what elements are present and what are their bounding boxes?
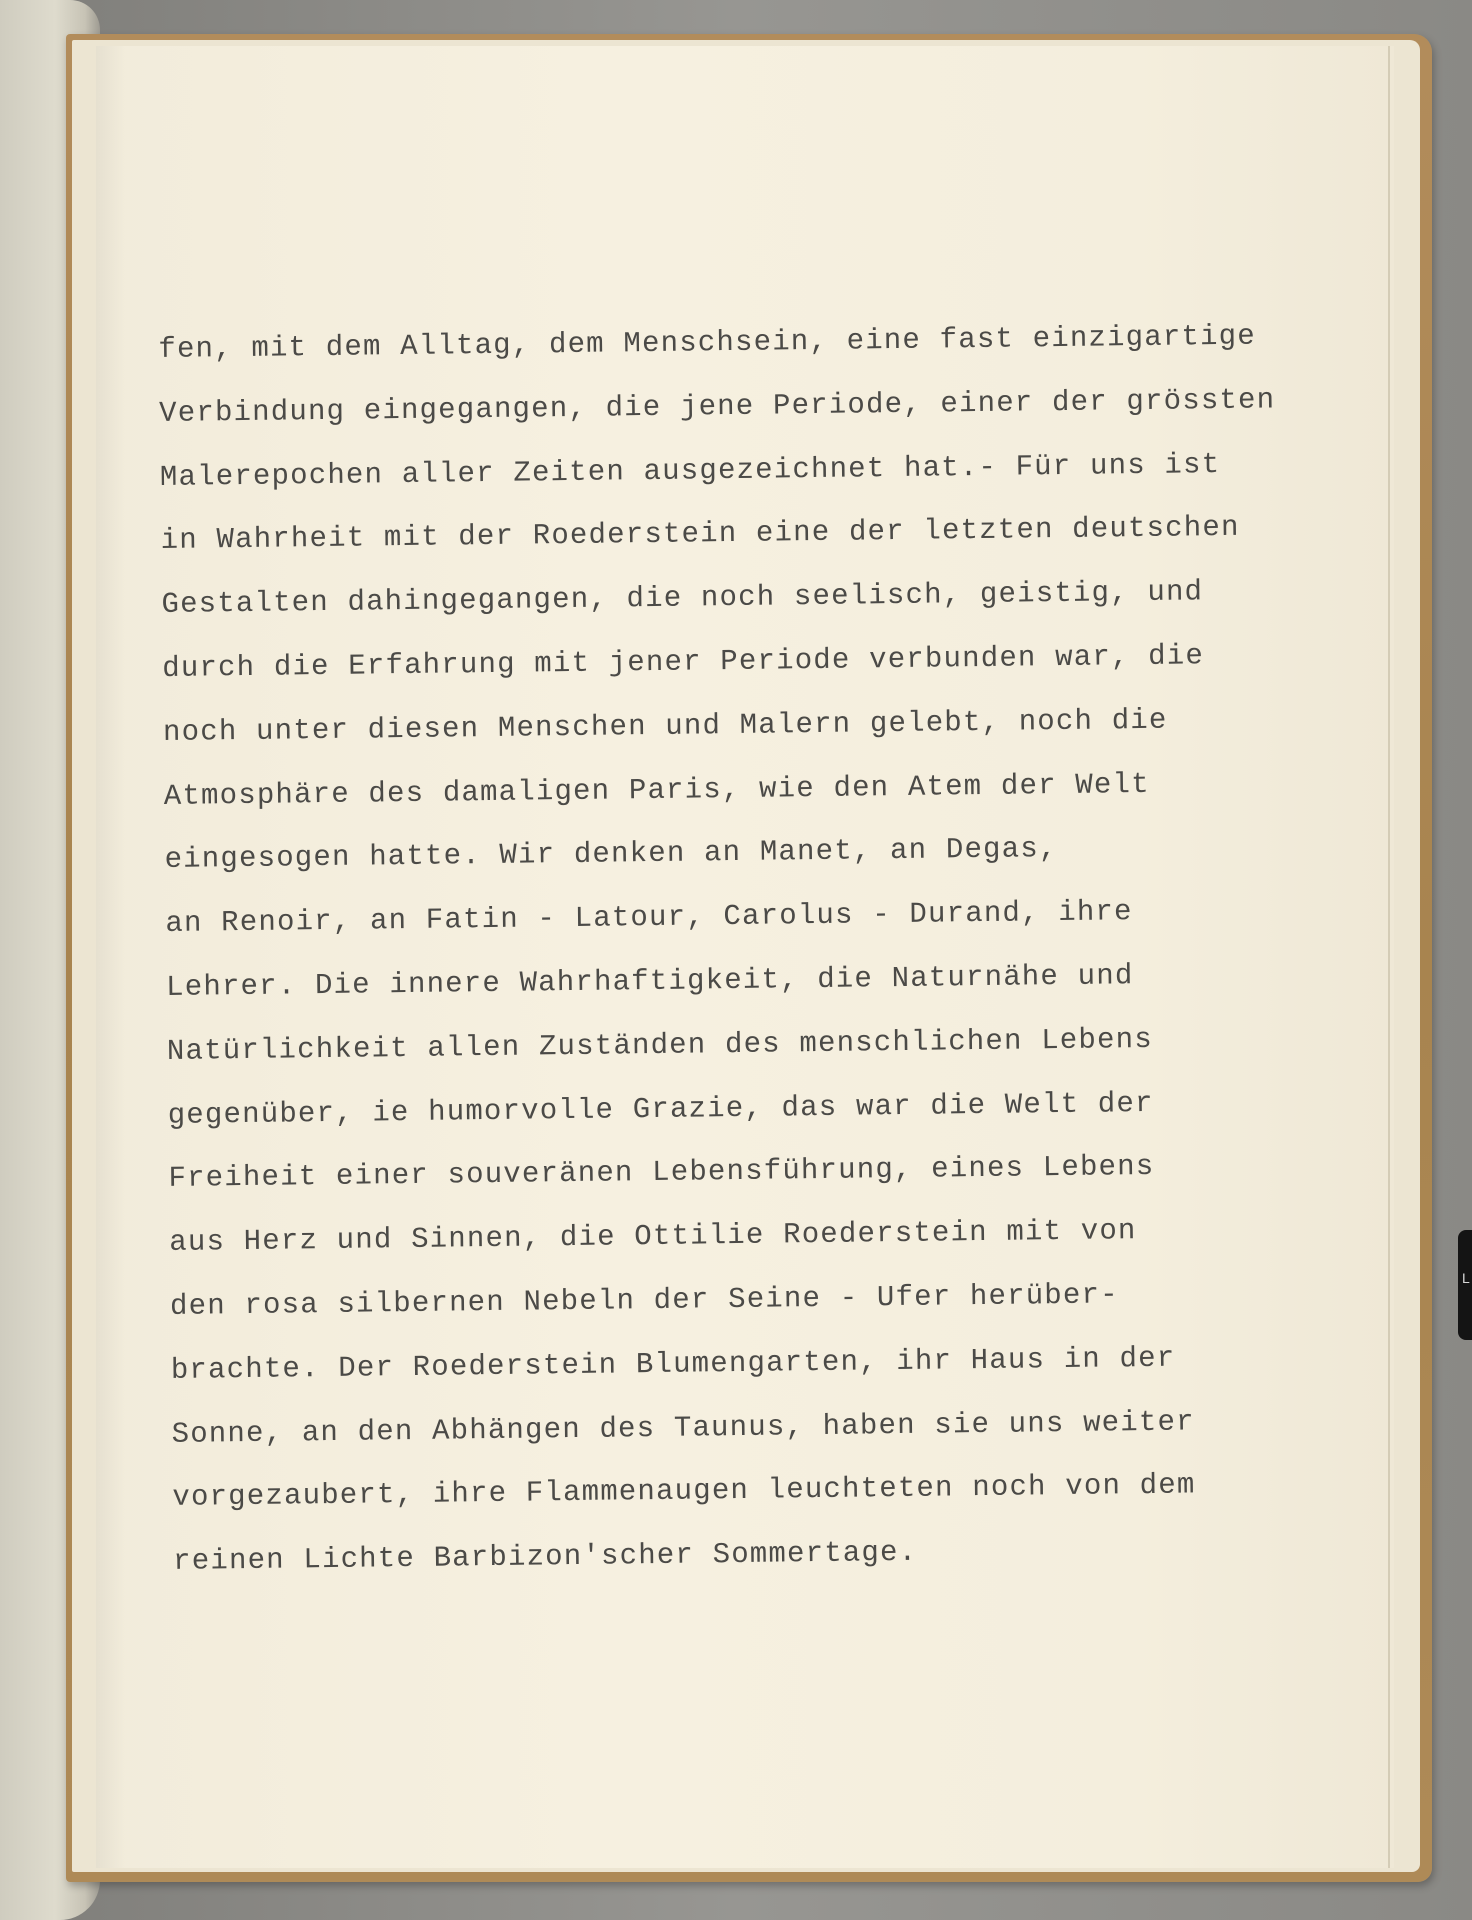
text-line: gegenüber, ie humorvolle Grazie, das war die Welt der <box>167 1086 1154 1132</box>
text-line: Freiheit einer souveränen Lebensführung, eines Lebens <box>168 1150 1155 1196</box>
text-line: noch unter diesen Menschen und Malern gelebt, noch die <box>162 703 1168 749</box>
text-line: Lehrer. Die innere Wahrhaftigkeit, die Naturnähe und <box>165 959 1134 1004</box>
viewer-edge-tab-label: L <box>1462 1270 1470 1286</box>
text-line: den rosa silbernen Nebeln der Seine - Ufer herüber- <box>169 1278 1119 1323</box>
text-line: eingesogen hatte. Wir denken an Manet, an Degas, <box>164 832 1058 877</box>
text-line: Gestalten dahingegangen, die noch seelisch, geistig, und <box>161 575 1204 622</box>
text-line: Malerepochen aller Zeiten ausgezeichnet hat.- Für uns ist <box>159 447 1221 494</box>
text-line: vorgezaubert, ihre Flammenaugen leuchteten noch von dem <box>172 1468 1196 1515</box>
page-edge <box>1388 46 1390 1868</box>
text-line: brachte. Der Roederstein Blumengarten, ihr Haus in der <box>170 1341 1176 1387</box>
viewer-edge-tab[interactable] <box>1458 1230 1472 1340</box>
text-line: fen, mit dem Alltag, dem Menschsein, eine fast einzigartige <box>158 319 1257 366</box>
typewritten-text <box>158 304 1354 1594</box>
text-line: in Wahrheit mit der Roederstein eine der letzten deutschen <box>160 511 1240 558</box>
text-line: aus Herz und Sinnen, die Ottilie Roederstein mit von <box>169 1214 1137 1260</box>
gutter-shadow <box>96 46 126 1868</box>
text-line: an Renoir, an Fatin - Latour, Carolus - Durand, ihre <box>165 895 1133 941</box>
text-line: Atmosphäre des damaligen Paris, wie den Atem der Welt <box>163 767 1150 813</box>
text-line: Verbindung eingegangen, die jene Periode, einer der grössten <box>158 383 1276 430</box>
text-line: Natürlichkeit allen Zuständen des menschlichen Lebens <box>166 1022 1154 1068</box>
text-line: reinen Lichte Barbizon'scher Sommertage. <box>172 1535 918 1579</box>
text-line: Sonne, an den Abhängen des Taunus, haben sie uns weiter <box>171 1404 1195 1451</box>
text-line: durch die Erfahrung mit jener Periode verbunden war, die <box>162 639 1205 685</box>
